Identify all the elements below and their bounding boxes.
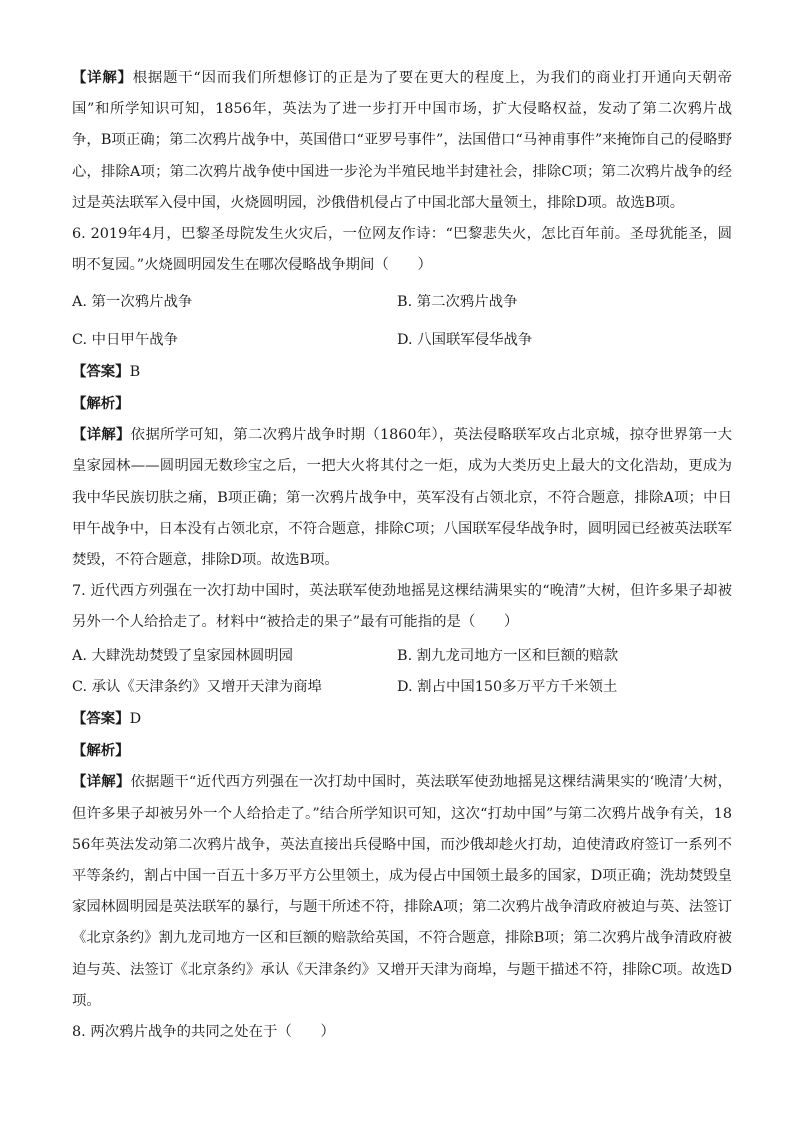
detail-tag: 【详解】 [72, 773, 131, 791]
question-6-options-row-2 [72, 325, 732, 356]
question-6-detail [72, 419, 732, 576]
option-c: C. 中日甲午战争 [72, 331, 178, 348]
answer-value: D [129, 711, 142, 728]
option-c: C. 承认《天津条约》又增开天津为商埠 [72, 678, 322, 695]
answer-tag: 【答案】 [72, 362, 130, 380]
option-a: A. 第一次鸦片战争 [72, 294, 193, 311]
answer-value: B [129, 363, 141, 380]
question-7-options-row-2 [72, 672, 732, 703]
question-7-options-row-1 [72, 641, 732, 672]
option-d: D. 八国联军侵华战争 [397, 331, 533, 348]
question-6-options-row-1 [72, 287, 732, 318]
option-d: D. 割占中国150多万平方千米领土 [397, 678, 618, 695]
question-7-stem: 7. 近代西方列强在一次打劫中国时，英法联军使劲地摇晃这棵结满果实的“晚清”大树，但许多果子却被另外一个人给拾走了。材料中“被拾走的果子”最有可能指的是（ ） [72, 583, 732, 631]
option-b: B. 第二次鸦片战争 [397, 294, 518, 311]
question-7-detail [72, 766, 732, 1017]
question-7-analysis-tag: 【解析】 [72, 742, 130, 760]
document-page [72, 62, 732, 1048]
question-6-analysis-tag: 【解析】 [72, 395, 130, 413]
option-a: A. 大肆洗劫焚毁了皇家园林圆明园 [72, 647, 294, 664]
question-8-stem: 8. 两次鸦片战争的共同之处在于（ ） [72, 1024, 335, 1041]
option-b: B. 割九龙司地方一区和巨额的赔款 [397, 647, 619, 664]
detail-text: 依据所学可知，第二次鸦片战争时期（1860年），英法侵略联军攻占北京城，掠夺世界第一大皇家园林——圆明园无数珍宝之后，一把大火将其付之一炬，成为大类历史上最大的文化浩劫，更成为我中华民族切肤之痛，B项正确；第一次鸦片战争中，英军没有占领北京，不符合题意，排除A项；中日甲午战争中，日本没有占领北京，不符合题意，排除C项；八国联军侵华战争时，圆明园已经被英法联军焚毁，不符合题意，排除D项。故选B项。 [72, 427, 732, 569]
answer-tag: 【答案】 [72, 710, 130, 728]
question-6-stem: 6. 2019年4月，巴黎圣母院发生火灾后，一位网友作诗：“巴黎悲失火，怎比百年前。圣母犹能圣，圆明不复园。”火烧圆明园发生在哪次侵略战争期间（ ） [72, 226, 732, 274]
detail-tag: 【详解】 [72, 426, 131, 444]
detail-text: 根据题干“因而我们所想修订的正是为了要在更大的程度上，为我们的商业打开通向天朝帝国”和所学知识可知，1856年，英法为了进一步打开中国市场，扩大侵略权益，发动了第二次鸦片战争，B项正确；第二次鸦片战争中，英国借口“亚罗号事件”，法国借口“马神甫事件”来掩饰自己的侵略野心，排除A项；第二次鸦片战争使中国进一步沦为半殖民地半封建社会，排除C项；第二次鸦片战争的经过是英法联军入侵中国，火烧圆明园，沙俄借机侵占了中国北部大量领土，排除D项。故选B项。 [72, 70, 732, 211]
detail-paragraph-q5 [72, 62, 732, 219]
question-6-answer [72, 356, 732, 388]
question-7-answer [72, 703, 732, 735]
detail-tag: 【详解】 [72, 69, 133, 86]
detail-text: 依据题干“近代西方列强在一次打劫中国时，英法联军使劲地摇晃这棵结满果实的‘晚清’大树，但许多果子却被另外一个人给拾走了。”结合所学知识可知，这次“打劫中国”与第二次鸦片战争有关，1856年英法发动第二次鸦片战争，英法直接出兵侵略中国，而沙俄却趁火打劫，迫使清政府签订一系列不平等条约，割占中国一百五十多万平方公里领土，成为侵占中国领土最多的国家，D项正确；洗劫焚毁皇家园林圆明园是英法联军的暴行，与题干所述不符，排除A项；第二次鸦片战争清政府被迫与英、法签订《北京条约》割九龙司地方一区和巨额的赔款给英国，不符合题意，排除B项；第二次鸦片战争清政府被迫与英、法签订《北京条约》承认《天津条约》又增开天津为商埠，与题干描述不符，排除C项。故选D项。 [72, 774, 732, 1009]
